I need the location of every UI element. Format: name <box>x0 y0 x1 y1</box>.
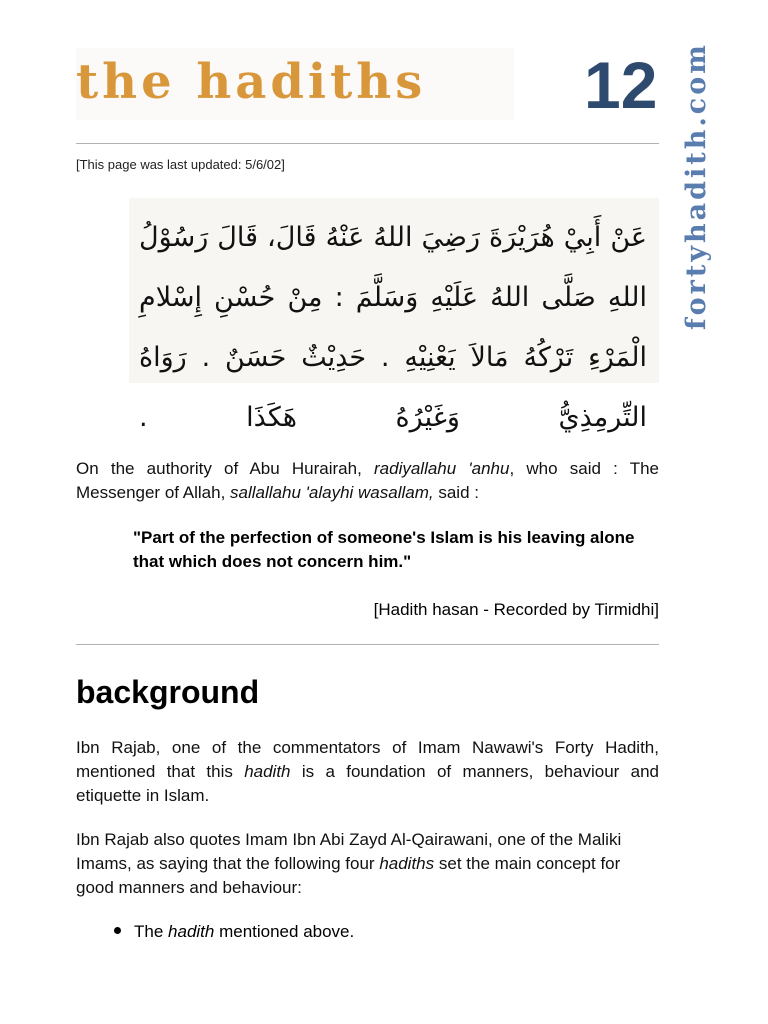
arabic-hadith-text: عَنْ أَبِيْ هُرَيْرَةَ رَضِيَ اللهُ عَنْهُ قَالَ، قَالَ رَسُوْلُ اللهِ صَلَّى اللهُ عَلَيْهِ وَسَلَّمَ : مِنْ حُسْنِ إِسْلامِ الْمَرْءِ تَرْكُهُ مَالاَ يَعْنِيْهِ . حَدِيْثٌ حَسَنٌ . رَوَاهُ التِّرمِذِيُّ وَغَيْرُهُ هَكَذَا . <box>129 198 659 383</box>
logo-text: the hadiths <box>76 54 427 110</box>
bg-p2-italic: hadiths <box>379 854 435 873</box>
bullet-italic: hadith <box>168 922 215 941</box>
hadith-source: [Hadith hasan - Recorded by Tirmidhi] <box>373 600 659 619</box>
bullet-text-b: mentioned above. <box>214 922 355 941</box>
intro-text-3: said : <box>433 483 479 502</box>
bg-p1-text-b: is a foundation of manners, behaviour and etiquette in Islam. <box>76 762 659 805</box>
bullet-icon <box>114 927 121 934</box>
page-number: 12 <box>584 48 658 122</box>
bg-p1-italic: hadith <box>244 762 291 781</box>
section-heading: background <box>76 674 260 710</box>
divider-middle <box>76 644 659 645</box>
divider-top <box>76 143 659 144</box>
bg-p2-text-a: Ibn Rajab also quotes Imam Ibn Abi Zayd Al-Qairawani, one of the Maliki Imams, as saying that the following four <box>76 830 622 873</box>
background-paragraph-1 <box>76 736 659 808</box>
hadith-quote: "Part of the perfection of someone's Islam is his leaving alone that which does not concern him." <box>133 528 635 571</box>
intro-italic-1: radiyallahu 'anhu <box>374 459 510 478</box>
intro-italic-2: sallallahu 'alayhi wasallam, <box>230 483 434 502</box>
bg-p2-text-b: set the main concept for good manners and behaviour: <box>76 854 621 897</box>
bg-p1-text-a: Ibn Rajab, one of the commentators of Imam Nawawi's Forty Hadith, mentioned that this <box>76 738 659 781</box>
intro-paragraph <box>76 457 659 505</box>
intro-text-2: , who said : The Messenger of Allah, <box>76 459 659 502</box>
site-brand-vertical: fortyhadith.com <box>681 42 712 330</box>
last-updated-note: [This page was last updated: 5/6/02] <box>76 157 285 172</box>
bullet-text-a: The <box>134 922 169 941</box>
intro-text-1: On the authority of Abu Hurairah, <box>76 459 374 478</box>
background-paragraph-2 <box>76 828 659 900</box>
list-item <box>114 920 354 944</box>
site-logo <box>76 48 514 120</box>
